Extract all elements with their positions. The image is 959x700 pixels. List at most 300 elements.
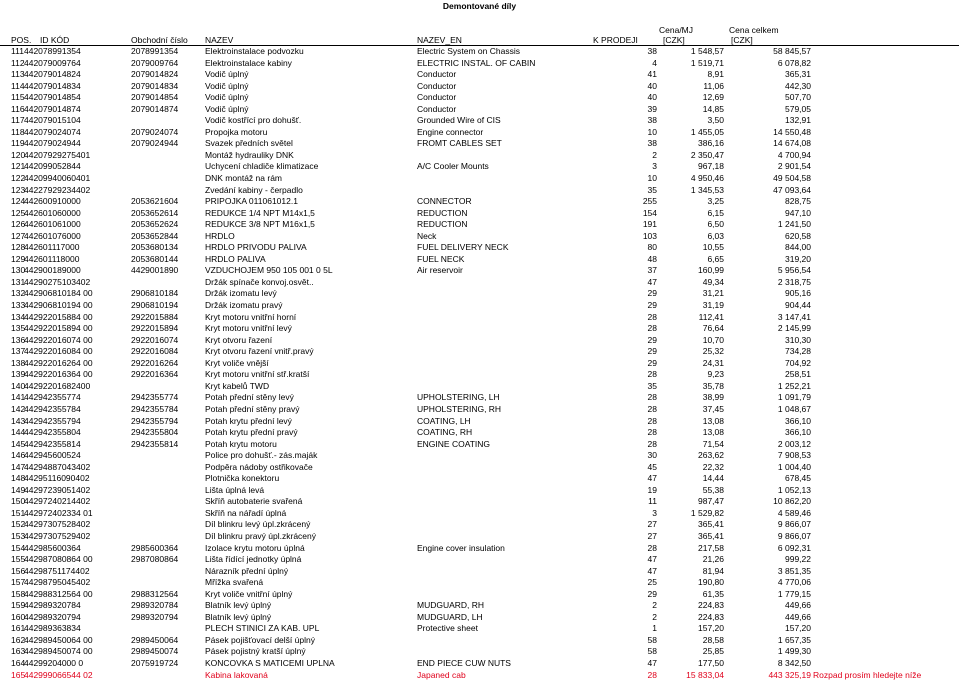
cell-nazev-en: FUEL DELIVERY NECK xyxy=(417,242,509,253)
table-row xyxy=(0,127,959,139)
cell-cena-celkem: 4 589,46 xyxy=(777,507,811,518)
cell-nazev: Zvedání kabiny - čerpadlo xyxy=(205,184,303,195)
cell-cena-mj: 1 519,71 xyxy=(690,57,724,68)
cell-k-prodeji: 28 xyxy=(647,392,657,403)
cell-nazev: Kryt otvoru řazení vnitř.pravý xyxy=(205,346,314,357)
table-header xyxy=(0,25,959,45)
cell-id: 442906810184 00 xyxy=(24,288,93,299)
cell-k-prodeji: 255 xyxy=(642,196,657,207)
cell-k-prodeji: 19 xyxy=(647,484,657,495)
cell-k-prodeji: 80 xyxy=(647,242,657,253)
cell-nazev: Izolace krytu motoru úplná xyxy=(205,542,305,553)
table-row xyxy=(0,219,959,231)
cell-pos: 141 xyxy=(11,392,26,403)
cell-cena-mj: 1 529,82 xyxy=(690,507,724,518)
cell-nazev-en: A/C Cooler Mounts xyxy=(417,161,489,172)
cell-nazev: REDUKCE 1/4 NPT M14x1,5 xyxy=(205,207,315,218)
cell-id: 442942355814 xyxy=(24,438,81,449)
cell-cena-celkem: 366,10 xyxy=(785,415,811,426)
cell-obchodni-cislo: 2922016084 xyxy=(131,346,179,357)
cell-obchodni-cislo: 2989450074 xyxy=(131,646,179,657)
cell-nazev: DNK montáž na rám xyxy=(205,173,282,184)
cell-obchodni-cislo: 2942355814 xyxy=(131,438,179,449)
cell-cena-celkem: 157,20 xyxy=(785,623,811,634)
cell-cena-mj: 49,34 xyxy=(702,276,724,287)
cell-cena-mj: 71,54 xyxy=(702,438,724,449)
table-row xyxy=(0,543,959,555)
cell-cena-celkem: 947,10 xyxy=(785,207,811,218)
cell-nazev-en: Air reservoir xyxy=(417,265,463,276)
cell-cena-celkem: 1 091,79 xyxy=(777,392,811,403)
table-row xyxy=(0,646,959,658)
cell-id: 442079024944 xyxy=(24,138,81,149)
cell-pos: 145 xyxy=(11,438,26,449)
cell-k-prodeji: 38 xyxy=(647,115,657,126)
cell-obchodni-cislo: 2053621604 xyxy=(131,196,179,207)
header-cena: Cena/MJ xyxy=(659,25,694,35)
table-row xyxy=(0,138,959,150)
cell-cena-celkem: 579,05 xyxy=(785,103,811,114)
cell-obchodni-cislo: 2985600364 xyxy=(131,542,179,553)
table-row xyxy=(0,231,959,243)
cell-id: 442972402334 01 xyxy=(24,507,93,518)
cell-cena-celkem: 449,66 xyxy=(785,600,811,611)
table-row xyxy=(0,519,959,531)
table-row xyxy=(0,242,959,254)
cell-pos: 129 xyxy=(11,253,26,264)
cell-cena-mj: 157,20 xyxy=(698,623,724,634)
cell-cena-celkem: 1 052,13 xyxy=(777,484,811,495)
cell-pos: 128 xyxy=(11,242,26,253)
cell-k-prodeji: 47 xyxy=(647,657,657,668)
cell-nazev: KONCOVKA S MATICEMI UPLNA xyxy=(205,657,335,668)
cell-cena-mj: 55,38 xyxy=(702,484,724,495)
cell-nazev: Mřížka svařená xyxy=(205,577,264,588)
cell-nazev: Police pro dohušť.- zás.maják xyxy=(205,450,318,461)
cell-cena-mj: 76,64 xyxy=(702,323,724,334)
cell-nazev: Díl blinkru pravý úpl.zkrácený xyxy=(205,530,317,541)
table-row xyxy=(0,288,959,300)
cell-nazev: Kryt voliče vnější xyxy=(205,357,269,368)
cell-cena-mj: 8,91 xyxy=(707,69,724,80)
cell-id: 442078991354 xyxy=(24,46,81,56)
cell-nazev-en: Japaned cab xyxy=(417,669,466,680)
table-row xyxy=(0,404,959,416)
cell-cena-mj: 31,19 xyxy=(702,300,724,311)
cell-nazev: Vodič úplný xyxy=(205,69,249,80)
cell-cena-mj: 1 345,53 xyxy=(690,184,724,195)
cell-nazev: PRIPOJKA 011061012.1 xyxy=(205,196,298,207)
cell-nazev: Montáž hydrauliky DNK xyxy=(205,149,294,160)
cell-pos: 131 xyxy=(11,276,26,287)
cell-cena-celkem: 3 147,41 xyxy=(777,311,811,322)
cell-nazev: Kryt kabelů TWD xyxy=(205,380,270,391)
cell-id: 442601061000 xyxy=(24,219,81,230)
header-celkem: Cena celkem xyxy=(729,25,779,35)
cell-cena-celkem: 1 499,30 xyxy=(777,646,811,657)
cell-k-prodeji: 3 xyxy=(652,507,657,518)
cell-cena-celkem: 3 851,35 xyxy=(777,565,811,576)
cell-k-prodeji: 25 xyxy=(647,577,657,588)
cell-pos: 151 xyxy=(11,507,26,518)
cell-nazev: Blatník levý úplný xyxy=(205,600,272,611)
cell-cena-celkem: 58 845,57 xyxy=(773,46,811,56)
cell-pos: 125 xyxy=(11,207,26,218)
cell-nazev: Propojka motoru xyxy=(205,126,268,137)
cell-nazev: HRDLO PRIVODU PALIVA xyxy=(205,242,307,253)
cell-nazev-en: COATING, RH xyxy=(417,427,473,438)
cell-k-prodeji: 28 xyxy=(647,427,657,438)
cell-id: 442079014834 xyxy=(24,80,81,91)
cell-id: 442922016264 00 xyxy=(24,357,93,368)
cell-id: 44294887043402 xyxy=(24,461,91,472)
cell-cena-celkem: 4 770,06 xyxy=(777,577,811,588)
cell-nazev-en: REDUCTION xyxy=(417,207,468,218)
cell-cena-celkem: 1 048,67 xyxy=(777,403,811,414)
cell-pos: 124 xyxy=(11,196,26,207)
cell-pos: 119 xyxy=(11,138,25,149)
cell-cena-mj: 81,94 xyxy=(702,565,724,576)
table-row xyxy=(0,496,959,508)
cell-k-prodeji: 10 xyxy=(647,173,657,184)
cell-nazev: Potah krytu přední pravý xyxy=(205,427,298,438)
cell-nazev-en: COATING, LH xyxy=(417,415,471,426)
table-row xyxy=(0,658,959,670)
cell-cena-celkem: 8 342,50 xyxy=(777,657,811,668)
cell-cena-celkem: 844,00 xyxy=(785,242,811,253)
cell-cena-celkem: 10 862,20 xyxy=(773,496,811,507)
cell-pos: 142 xyxy=(11,403,26,414)
table-row xyxy=(0,173,959,185)
cell-id: 442601117000 xyxy=(24,242,80,253)
cell-id: 442942355804 xyxy=(24,427,81,438)
cell-nazev: Blatník levý úplný xyxy=(205,611,272,622)
header-cena-unit: [CZK] xyxy=(663,35,685,45)
cell-pos: 118 xyxy=(11,126,25,137)
cell-id: 442922016074 00 xyxy=(24,334,93,345)
cell-id: 44209940060401 xyxy=(24,173,91,184)
cell-nazev-en: FUEL NECK xyxy=(417,253,465,264)
cell-nazev: Držák izomatu pravý xyxy=(205,300,283,311)
cell-obchodni-cislo: 2075919724 xyxy=(131,657,179,668)
cell-pos: 160 xyxy=(11,611,26,622)
cell-k-prodeji: 41 xyxy=(647,69,657,80)
cell-id: 442942355794 xyxy=(24,415,81,426)
cell-cena-mj: 12,69 xyxy=(702,92,724,103)
cell-id: 442600910000 xyxy=(24,196,81,207)
table-row xyxy=(0,612,959,624)
cell-nazev: Podpěra nádoby ostřikovače xyxy=(205,461,313,472)
cell-cena-mj: 13,08 xyxy=(702,415,724,426)
cell-obchodni-cislo: 4429001890 xyxy=(131,265,179,276)
cell-k-prodeji: 30 xyxy=(647,450,657,461)
cell-pos: 114 xyxy=(11,80,25,91)
cell-cena-mj: 365,41 xyxy=(698,519,724,530)
cell-k-prodeji: 47 xyxy=(647,473,657,484)
cell-cena-mj: 10,55 xyxy=(702,242,724,253)
cell-nazev-en: Conductor xyxy=(417,80,457,91)
cell-pos: 138 xyxy=(11,357,26,368)
table-row xyxy=(0,208,959,220)
cell-cena-mj: 11,06 xyxy=(703,80,724,91)
cell-id: 44292201682400 xyxy=(24,380,91,391)
cell-k-prodeji: 37 xyxy=(647,265,657,276)
cell-nazev: Kryt voliče vnitřní úplný xyxy=(205,588,293,599)
cell-obchodni-cislo: 2989320794 xyxy=(131,611,179,622)
cell-cena-mj: 386,16 xyxy=(698,138,724,149)
cell-nazev-en: END PIECE CUW NUTS xyxy=(417,657,511,668)
cell-id: 442999066544 02 xyxy=(24,669,93,680)
cell-obchodni-cislo: 2079014854 xyxy=(131,92,179,103)
cell-cena-celkem: 2 003,12 xyxy=(777,438,811,449)
cell-nazev: Kryt motoru vnitřní stř.kratší xyxy=(205,369,310,380)
header-obj: Obchodní číslo xyxy=(131,35,188,45)
cell-id: 442079014854 xyxy=(24,92,81,103)
cell-id: 44227929234402 xyxy=(24,184,91,195)
table-row xyxy=(0,254,959,266)
cell-k-prodeji: 29 xyxy=(647,334,657,345)
cell-pos: 159 xyxy=(11,600,26,611)
cell-pos: 135 xyxy=(11,323,26,334)
cell-cena-mj: 35,78 xyxy=(702,380,724,391)
cell-pos: 140 xyxy=(11,380,26,391)
cell-obchodni-cislo: 2942355804 xyxy=(131,427,179,438)
cell-pos: 153 xyxy=(11,530,26,541)
cell-id: 442922016084 00 xyxy=(24,346,93,357)
table-row xyxy=(0,485,959,497)
cell-k-prodeji: 47 xyxy=(647,565,657,576)
cell-cena-celkem: 2 901,54 xyxy=(777,161,811,172)
cell-obchodni-cislo: 2053680144 xyxy=(131,253,179,264)
cell-nazev: Uchycení chladiče klimatizace xyxy=(205,161,319,172)
cell-obchodni-cislo: 2906810194 xyxy=(131,300,179,311)
cell-k-prodeji: 29 xyxy=(647,288,657,299)
cell-id: 442985600364 xyxy=(24,542,81,553)
cell-nazev-en: FROMT CABLES SET xyxy=(417,138,502,149)
cell-nazev-en: Conductor xyxy=(417,92,457,103)
cell-nazev-en: MUDGUARD, RH xyxy=(417,600,485,611)
cell-cena-mj: 37,45 xyxy=(702,403,724,414)
table-row xyxy=(0,670,959,682)
cell-obchodni-cislo: 2989320784 xyxy=(131,600,179,611)
cell-id: 44297239051402 xyxy=(24,484,91,495)
cell-nazev: REDUKCE 3/8 NPT M16x1,5 xyxy=(205,219,315,230)
cell-cena-celkem: 7 908,53 xyxy=(777,450,811,461)
cell-id: 442988312564 00 xyxy=(24,588,93,599)
cell-id: 442987080864 00 xyxy=(24,554,93,565)
cell-cena-mj: 217,58 xyxy=(698,542,724,553)
cell-obchodni-cislo: 2989450064 xyxy=(131,634,179,645)
cell-cena-celkem: 904,44 xyxy=(785,300,811,311)
cell-nazev-en: Conductor xyxy=(417,69,457,80)
cell-nazev: Svazek předních světel xyxy=(205,138,293,149)
table-row xyxy=(0,589,959,601)
cell-k-prodeji: 29 xyxy=(647,588,657,599)
table-row xyxy=(0,335,959,347)
cell-k-prodeji: 45 xyxy=(647,461,657,472)
cell-nazev-en: CONNECTOR xyxy=(417,196,472,207)
cell-nazev: Lišta úplná levá xyxy=(205,484,265,495)
cell-nazev: Elektroinstalace podvozku xyxy=(205,46,304,56)
cell-cena-celkem: 9 866,07 xyxy=(777,519,811,530)
cell-k-prodeji: 3 xyxy=(652,161,657,172)
cell-obchodni-cislo: 2053652624 xyxy=(131,219,179,230)
cell-id: 442906810194 00 xyxy=(24,300,93,311)
table-row xyxy=(0,300,959,312)
cell-cena-celkem: 2 318,75 xyxy=(777,276,811,287)
cell-id: 442601060000 xyxy=(24,207,81,218)
cell-cena-mj: 28,58 xyxy=(702,634,724,645)
cell-cena-celkem: 14 674,08 xyxy=(773,138,811,149)
cell-id: 442922015884 00 xyxy=(24,311,93,322)
cell-obchodni-cislo: 2988312564 xyxy=(131,588,179,599)
table-row xyxy=(0,323,959,335)
cell-id: 44298751174402 xyxy=(24,565,90,576)
cell-obchodni-cislo: 2942355784 xyxy=(131,403,179,414)
cell-k-prodeji: 2 xyxy=(652,600,657,611)
cell-nazev: Skříň na nářadí úplná xyxy=(205,507,287,518)
cell-cena-mj: 61,35 xyxy=(702,588,724,599)
cell-cena-celkem: 1 779,15 xyxy=(777,588,811,599)
cell-nazev-en: UPHOLSTERING, RH xyxy=(417,403,502,414)
cell-nazev: Nárazník přední úplný xyxy=(205,565,289,576)
table-row xyxy=(0,566,959,578)
cell-k-prodeji: 38 xyxy=(647,46,657,56)
cell-pos: 156 xyxy=(11,565,26,576)
cell-pos: 126 xyxy=(11,219,26,230)
cell-k-prodeji: 48 xyxy=(647,253,657,264)
cell-cena-mj: 4 950,46 xyxy=(690,173,724,184)
table-row xyxy=(0,58,959,70)
cell-cena-celkem: 905,16 xyxy=(785,288,811,299)
cell-obchodni-cislo: 2053680134 xyxy=(131,242,179,253)
cell-cena-mj: 190,80 xyxy=(698,577,724,588)
cell-cena-celkem: 365,31 xyxy=(785,69,811,80)
cell-cena-celkem: 49 504,58 xyxy=(773,173,811,184)
cell-cena-mj: 2 350,47 xyxy=(690,149,724,160)
cell-nazev: Potah přední stěny levý xyxy=(205,392,294,403)
cell-id: 442989320784 xyxy=(24,600,81,611)
cell-id: 442942355784 xyxy=(24,403,81,414)
cell-cena-mj: 38,99 xyxy=(702,392,724,403)
cell-pos: 150 xyxy=(11,496,26,507)
cell-cena-celkem: 6 092,31 xyxy=(777,542,811,553)
cell-cena-mj: 177,50 xyxy=(698,657,724,668)
cell-id: 442922016364 00 xyxy=(24,369,93,380)
cell-cena-mj: 987,47 xyxy=(698,496,724,507)
cell-k-prodeji: 38 xyxy=(647,138,657,149)
cell-obchodni-cislo: 2922015884 xyxy=(131,311,179,322)
table-row xyxy=(0,450,959,462)
cell-pos: 164 xyxy=(11,657,26,668)
cell-id: 44297240214402 xyxy=(24,496,91,507)
table-row xyxy=(0,277,959,289)
cell-nazev-en: Grounded Wire of CIS xyxy=(417,115,501,126)
cell-pos: 132 xyxy=(11,288,26,299)
cell-cena-mj: 21,26 xyxy=(702,554,724,565)
table-row xyxy=(0,104,959,116)
cell-id: 442922015894 00 xyxy=(24,323,93,334)
cell-pos: 120 xyxy=(11,149,26,160)
cell-k-prodeji: 58 xyxy=(647,646,657,657)
cell-cena-celkem: 1 004,40 xyxy=(777,461,811,472)
cell-pos: 143 xyxy=(11,415,26,426)
cell-k-prodeji: 27 xyxy=(647,519,657,530)
cell-id: 442900189000 xyxy=(24,265,81,276)
cell-cena-celkem: 449,66 xyxy=(785,611,811,622)
cell-cena-celkem: 507,70 xyxy=(785,92,811,103)
cell-k-prodeji: 28 xyxy=(647,438,657,449)
cell-k-prodeji: 28 xyxy=(647,311,657,322)
cell-cena-celkem: 734,28 xyxy=(785,346,811,357)
cell-id: 442942355774 xyxy=(24,392,81,403)
cell-nazev: HRDLO PALIVA xyxy=(205,253,266,264)
cell-pos: 152 xyxy=(11,519,26,530)
cell-cena-celkem: 310,30 xyxy=(785,334,811,345)
cell-nazev: Díl blinkru levý úpl.zkrácený xyxy=(205,519,311,530)
cell-k-prodeji: 2 xyxy=(652,149,657,160)
table-row xyxy=(0,69,959,81)
cell-nazev-en: Engine connector xyxy=(417,126,484,137)
cell-k-prodeji: 28 xyxy=(647,369,657,380)
cell-cena-mj: 25,85 xyxy=(702,646,724,657)
cell-nazev: Potah krytu motoru xyxy=(205,438,277,449)
table-row xyxy=(0,427,959,439)
cell-cena-mj: 31,21 xyxy=(702,288,724,299)
cell-id: 442601076000 xyxy=(24,230,81,241)
table-row xyxy=(0,473,959,485)
cell-cena-mj: 24,31 xyxy=(702,357,724,368)
cell-pos: 112 xyxy=(11,57,25,68)
cell-cena-celkem: 1 657,35 xyxy=(777,634,811,645)
cell-cena-mj: 1 548,57 xyxy=(690,46,724,56)
cell-obchodni-cislo: 2922016074 xyxy=(131,334,179,345)
cell-pos: 139 xyxy=(11,369,26,380)
cell-cena-mj: 3,25 xyxy=(707,196,724,207)
cell-id: 44297307528402 xyxy=(24,519,91,530)
cell-k-prodeji: 1 xyxy=(652,623,657,634)
cell-nazev: Vodič úplný xyxy=(205,92,249,103)
cell-nazev: Držák izomatu levý xyxy=(205,288,277,299)
cell-nazev: Držák spínače konvoj.osvět.. xyxy=(205,276,314,287)
cell-k-prodeji: 28 xyxy=(647,669,657,680)
cell-nazev: Kabina lakovaná xyxy=(205,669,268,680)
cell-nazev: Potah krytu přední levý xyxy=(205,415,292,426)
cell-k-prodeji: 191 xyxy=(642,219,657,230)
cell-k-prodeji: 103 xyxy=(642,230,657,241)
cell-cena-celkem: 5 956,54 xyxy=(777,265,811,276)
cell-cena-mj: 112,41 xyxy=(698,311,724,322)
cell-id: 442989450074 00 xyxy=(24,646,93,657)
cell-id: 44297307529402 xyxy=(24,530,91,541)
cell-id: 442989363834 xyxy=(24,623,81,634)
header-celkem-unit: [CZK] xyxy=(731,35,753,45)
cell-id: 442079024074 xyxy=(24,126,81,137)
cell-k-prodeji: 29 xyxy=(647,300,657,311)
cell-cena-mj: 224,83 xyxy=(698,611,724,622)
cell-cena-celkem: 999,22 xyxy=(785,554,811,565)
cell-nazev: Potah přední stěny pravý xyxy=(205,403,300,414)
cell-pos: 127 xyxy=(11,230,26,241)
cell-cena-celkem: 319,20 xyxy=(785,253,811,264)
cell-nazev: Plotnička konektoru xyxy=(205,473,280,484)
table-row xyxy=(0,531,959,543)
cell-cena-mj: 13,08 xyxy=(702,427,724,438)
cell-cena-mj: 14,85 xyxy=(702,103,724,114)
cell-pos: 146 xyxy=(11,450,26,461)
cell-cena-mj: 224,83 xyxy=(698,600,724,611)
cell-nazev-en: Conductor xyxy=(417,103,457,114)
